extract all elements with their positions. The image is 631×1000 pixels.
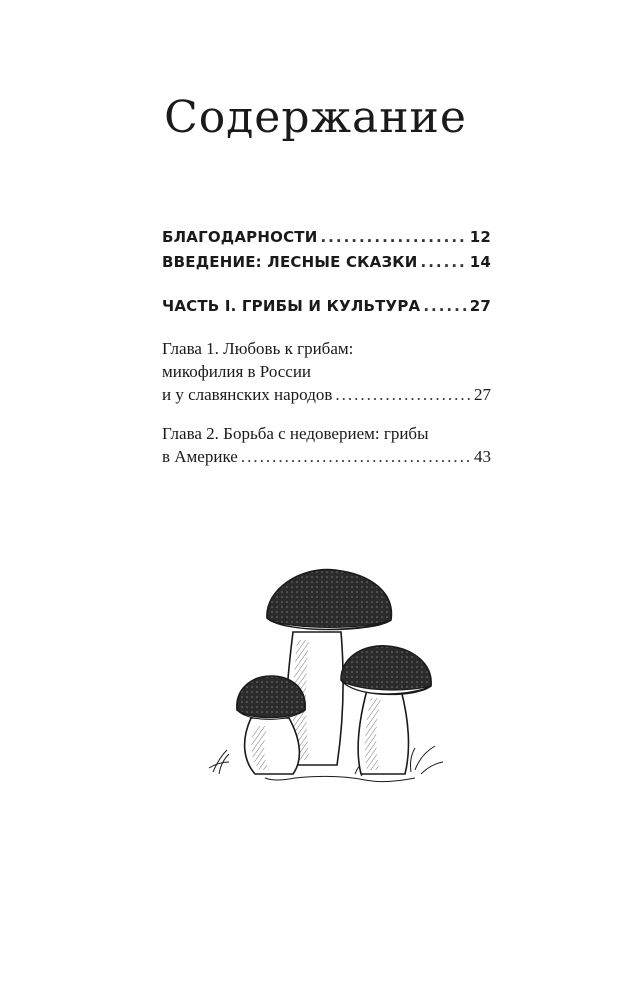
- toc-entry-line: Глава 2. Борьба с недоверием: грибы: [162, 424, 429, 443]
- toc-entry-title: ЧАСТЬ I. ГРИБЫ И КУЛЬТУРА: [162, 297, 421, 315]
- toc-entry-last-line: [162, 445, 491, 468]
- toc-entry-title: в Америке: [162, 447, 238, 466]
- toc-entry-line: микофилия в России: [162, 362, 312, 381]
- dot-leader: [335, 383, 471, 406]
- dot-leader: [241, 445, 471, 468]
- page-title: Содержание: [164, 92, 467, 143]
- toc-page-number: 12: [469, 228, 491, 246]
- toc-page-number: 27: [474, 385, 491, 404]
- toc-entry-title: ВВЕДЕНИЕ: ЛЕСНЫЕ СКАЗКИ: [162, 253, 418, 271]
- toc-entry-chapter-2[interactable]: [162, 422, 491, 468]
- dot-leader: [421, 250, 467, 275]
- toc-entry-part-1[interactable]: [162, 294, 491, 319]
- dot-leader: [423, 294, 466, 319]
- toc-entry-introduction[interactable]: [162, 250, 491, 275]
- toc-entry-line: Глава 1. Любовь к грибам:: [162, 339, 354, 358]
- dot-leader: [320, 225, 466, 250]
- toc-entry-title: и у славянских народов: [162, 385, 333, 404]
- toc-page-number: 27: [469, 297, 491, 315]
- toc-entry-title: БЛАГОДАРНОСТИ: [162, 228, 318, 246]
- toc-entry-acknowledgements[interactable]: [162, 225, 491, 250]
- toc-entry-chapter-1[interactable]: [162, 337, 491, 406]
- toc-page-number: 14: [469, 253, 491, 271]
- toc-entry-last-line: [162, 383, 491, 406]
- toc-page-number: 43: [474, 447, 491, 466]
- mushrooms-illustration: [205, 560, 450, 795]
- table-of-contents: [162, 225, 491, 468]
